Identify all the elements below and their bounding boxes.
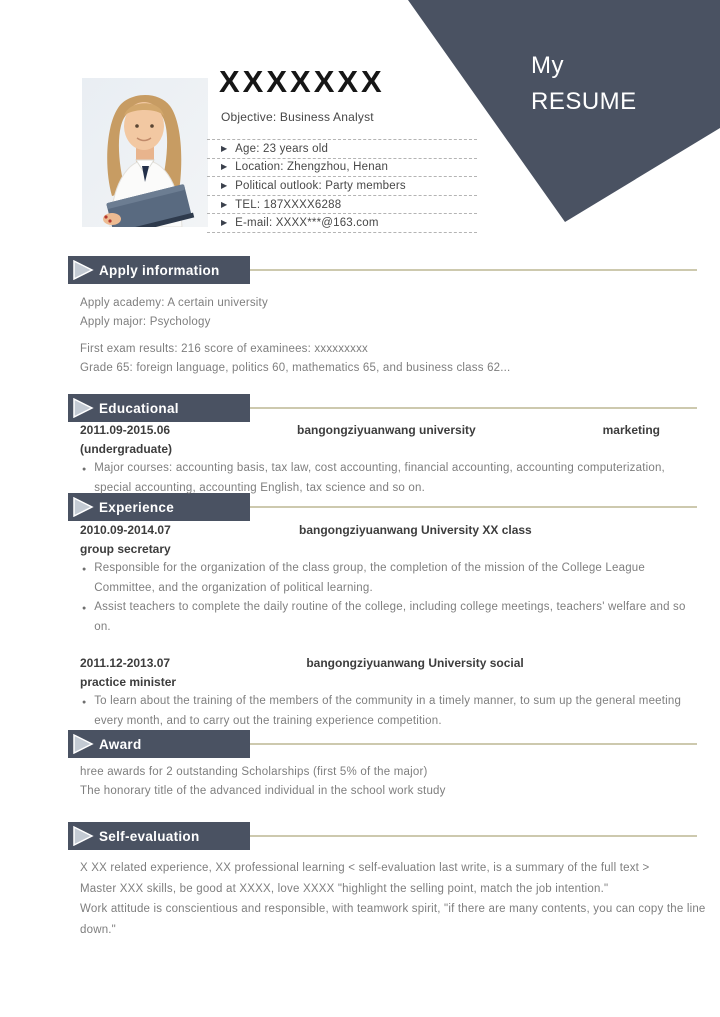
grades-line: Grade 65: foreign language, politics 60, mathematics 65, and business class 62...: [80, 362, 511, 374]
banner-title-line1: My: [531, 52, 564, 79]
detail-row-location: [207, 159, 477, 178]
experience-entry-1: [80, 521, 702, 637]
section-header-educational: [68, 394, 250, 422]
apply-academy-line: Apply academy: A certain university: [80, 297, 268, 309]
self-evaluation-line-3: Work attitude is conscientious and responsible, with teamwork spirit, "if there are many contents, you can copy the line down.": [80, 903, 706, 936]
experience-content: [80, 521, 702, 731]
ribbon-arrow-icon: [73, 826, 95, 846]
experience-bullet: [80, 559, 702, 598]
section-divider-line: [250, 506, 697, 508]
education-major: marketing: [602, 423, 660, 437]
section-header-apply-information: [68, 256, 250, 284]
section-divider-line: [250, 407, 697, 409]
experience-bullet-text: Responsible for the organization of the class group, the completion of the mission of the College League Committee, and the organization of political learning.: [94, 562, 645, 594]
candidate-name: XXXXXXX: [219, 64, 385, 99]
section-title: Self-evaluation: [99, 828, 200, 844]
experience-period: 2011.12-2013.07: [80, 656, 171, 670]
section-divider-line: [250, 269, 697, 271]
education-bullet: [80, 459, 702, 498]
section-divider-line: [250, 835, 697, 837]
section-title: Educational: [99, 400, 179, 416]
detail-tel: TEL: 187XXXX6288: [235, 198, 342, 211]
award-content: [80, 763, 702, 801]
apply-major-line: Apply major: Psychology: [80, 316, 211, 328]
experience-bullet-text: To learn about the training of the members of the community in a timely manner, to sum up the general meeting every month, and to carry out the training experience competition.: [94, 695, 682, 727]
education-bullet-text: Major courses: accounting basis, tax law, cost accounting, financial accounting, accounting computerization, special accounting, accounting English, tax science and so on.: [94, 462, 665, 494]
section-header-self-evaluation: [68, 822, 250, 850]
experience-bullet: [80, 692, 702, 731]
ribbon-arrow-icon: [73, 734, 95, 754]
award-line-1: hree awards for 2 outstanding Scholarships (first 5% of the major): [80, 766, 428, 778]
ribbon-arrow-icon: [73, 398, 95, 418]
dot-bullet-icon: ●: [82, 566, 87, 573]
profile-photo: [82, 78, 208, 227]
dot-bullet-icon: ●: [82, 699, 87, 706]
objective-line: Objective: Business Analyst: [221, 110, 374, 124]
section-header-award: [68, 730, 250, 758]
experience-role: group secretary: [80, 542, 171, 556]
self-evaluation-line-1: X XX related experience, XX professional learning < self-evaluation last write, is a summary of the full text >: [80, 862, 650, 874]
section-title: Award: [99, 736, 142, 752]
self-evaluation-content: [80, 858, 708, 940]
dot-bullet-icon: ●: [82, 466, 87, 473]
detail-row-political-outlook: [207, 177, 477, 196]
personal-details-list: [207, 139, 477, 233]
section-title: Apply information: [99, 262, 220, 278]
ribbon-arrow-icon: [73, 497, 95, 517]
ribbon-arrow-icon: [73, 260, 95, 280]
dot-bullet-icon: ●: [82, 605, 87, 612]
educational-content: [80, 421, 702, 498]
experience-org: bangongziyuanwang University social: [306, 656, 524, 670]
experience-role: practice minister: [80, 675, 177, 689]
arrow-bullet-icon: ▶: [221, 180, 228, 190]
education-entry-header: [80, 421, 702, 440]
experience-bullet: [80, 598, 702, 637]
experience-period: 2010.09-2014.07: [80, 523, 171, 537]
banner-title-line2: RESUME: [531, 88, 637, 115]
award-line-2: The honorary title of the advanced individual in the school work study: [80, 785, 446, 797]
experience-entry-2: [80, 654, 702, 731]
arrow-bullet-icon: ▶: [221, 218, 228, 228]
detail-row-email: [207, 214, 477, 233]
detail-location: Location: Zhengzhou, Henan: [235, 161, 389, 174]
detail-email: E-mail: XXXX***@163.com: [235, 217, 379, 230]
detail-row-age: [207, 140, 477, 159]
detail-row-tel: [207, 196, 477, 215]
section-divider-line: [250, 743, 697, 745]
arrow-bullet-icon: ▶: [221, 143, 228, 153]
detail-age: Age: 23 years old: [235, 142, 329, 155]
experience-entry-header: [80, 654, 702, 673]
exam-results-line: First exam results: 216 score of examinees: xxxxxxxxx: [80, 343, 368, 355]
arrow-bullet-icon: ▶: [221, 199, 228, 209]
experience-org: bangongziyuanwang University XX class: [299, 523, 532, 537]
experience-entry-header: [80, 521, 702, 540]
detail-political-outlook: Political outlook: Party members: [235, 179, 406, 192]
self-evaluation-line-2: Master XXX skills, be good at XXXX, love XXXX "highlight the selling point, match the job intention.": [80, 882, 609, 895]
education-period: 2011.09-2015.06: [80, 423, 171, 437]
education-degree: (undergraduate): [80, 442, 173, 456]
section-title: Experience: [99, 499, 175, 515]
experience-bullet-text: Assist teachers to complete the daily routine of the college, including college meetings, teachers' welfare and so on.: [94, 601, 686, 633]
apply-information-content: [80, 294, 702, 378]
education-school: bangongziyuanwang university: [297, 423, 476, 437]
arrow-bullet-icon: ▶: [221, 162, 228, 172]
